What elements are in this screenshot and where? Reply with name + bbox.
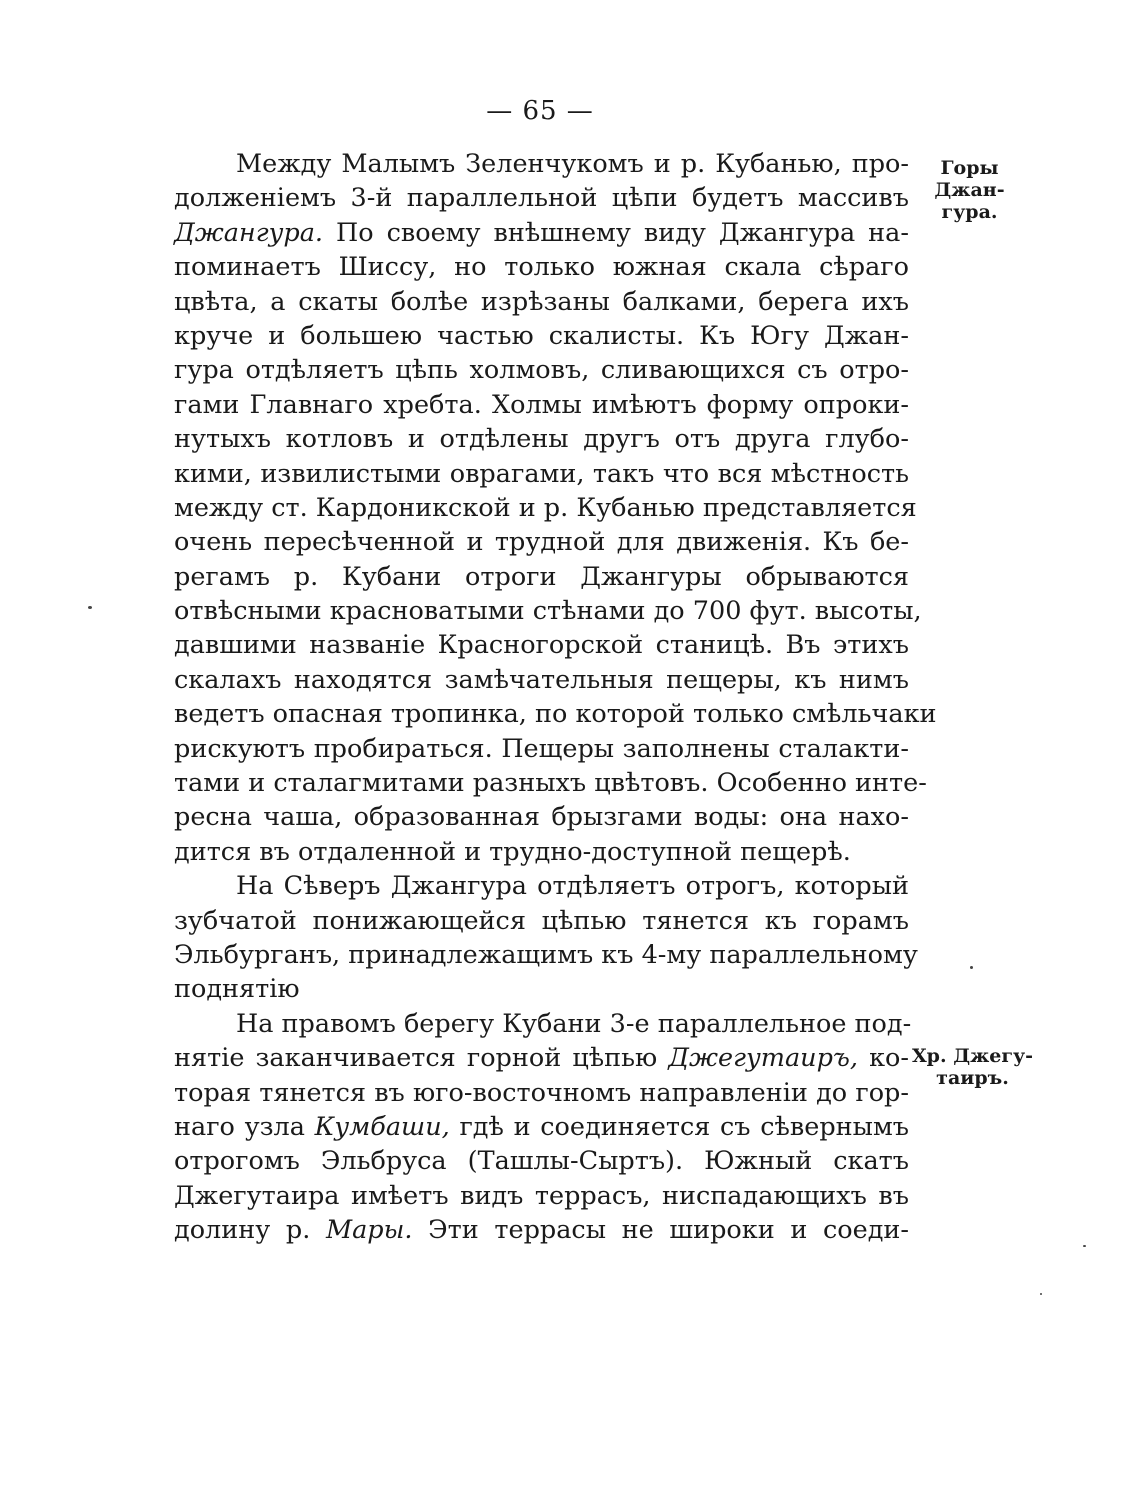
italic-word: Джегутаиръ, — [668, 1043, 858, 1074]
margin-note-line: Хр. Джегу- — [911, 1045, 1034, 1067]
text-line: между ст. Кардоникской и р. Кубанью представляется — [174, 492, 917, 523]
text-line: ресна чаша, образованная брызгами воды: она нахо- — [174, 802, 909, 833]
text-line: На правомъ берегу Кубани 3-е параллельное под- — [236, 1008, 912, 1039]
italic-word: Джангура. — [174, 217, 324, 248]
text-line: кими, извилистыми оврагами, такъ что вся мѣстность — [174, 458, 909, 489]
body-text — [174, 147, 937, 1248]
text-line: поминаетъ Шиссу, но только южная скала сѣраго — [174, 252, 909, 283]
text-line: гура отдѣляетъ цѣпь холмовъ, сливающихся съ отро- — [174, 355, 909, 386]
text-line: скалахъ находятся замѣчательныя пещеры, къ нимъ — [174, 664, 909, 695]
text-line: нутыхъ котловъ и отдѣлены другъ отъ друга глубо- — [174, 424, 909, 455]
text-line: Между Малымъ Зеленчукомъ и р. Кубанью, про- — [236, 149, 909, 179]
text-line: рискуютъ пробираться. Пещеры заполнены сталакти- — [174, 733, 909, 764]
italic-word: Кумбаши, — [314, 1111, 450, 1142]
text-line-italic-start: Джангура. По своему внѣшнему виду Джангура на- — [174, 217, 909, 248]
text-line: цвѣта, а скаты болѣе изрѣзаны балками, берега ихъ — [174, 286, 909, 317]
text-line-with-italic: долину р. Мары. Эти террасы не широки и соеди- — [174, 1215, 910, 1246]
text-line: Эльбурганъ, принадлежащимъ къ 4-му параллельному — [174, 939, 918, 970]
scan-speck — [970, 966, 973, 969]
text-line: регамъ р. Кубани отроги Джангуры обрываются — [174, 561, 909, 592]
text-line-with-italic: наго узла Кумбаши, гдѣ и соединяется съ сѣвернымъ — [174, 1111, 910, 1142]
text-line: давшими названіе Красногорской станицѣ. Въ этихъ — [174, 630, 909, 661]
text-line-with-italic: нятіе заканчивается горной цѣпью Джегутаиръ, ко- — [174, 1043, 909, 1074]
text-line: круче и большею частью скалисты. Къ Югу Джан- — [174, 320, 909, 351]
page-number: — 65 — — [486, 96, 594, 126]
text-line: тами и сталагмитами разныхъ цвѣтовъ. Особенно инте- — [174, 768, 927, 799]
text-line: очень пересѣченной и трудной для движенія. Къ бе- — [174, 527, 909, 558]
margin-note-line: таиръ. — [936, 1067, 1009, 1089]
text-line: ведетъ опасная тропинка, по которой только смѣльчаки — [174, 699, 937, 730]
margin-note-line: Горы Джан- — [934, 157, 1005, 201]
margin-note-dzhangura — [907, 157, 1032, 223]
text-line: поднятію — [174, 974, 300, 1005]
italic-word: Мары. — [325, 1215, 413, 1246]
text-line: долженіемъ 3-й параллельной цѣпи будетъ массивъ — [174, 183, 909, 214]
text-line: зубчатой понижающейся цѣпью тянется къ горамъ — [174, 905, 909, 936]
scan-speck — [88, 606, 92, 609]
scan-speck — [1083, 1245, 1086, 1247]
text-line: гами Главнаго хребта. Холмы имѣютъ форму опроки- — [174, 389, 909, 420]
margin-note-dzhegutair — [910, 1045, 1035, 1089]
text-line: отрогомъ Эльбруса (Ташлы-Сыртъ). Южный скатъ — [174, 1146, 909, 1177]
text-line: дится въ отдаленной и трудно-доступной пещерѣ. — [174, 836, 851, 867]
scan-speck — [1040, 1293, 1042, 1295]
margin-note-line: гура. — [941, 201, 998, 223]
text-line: торая тянется въ юго-восточномъ направленіи до гор- — [174, 1077, 909, 1108]
text-line: На Сѣверъ Джангура отдѣляетъ отрогъ, который — [236, 871, 909, 902]
text-line: Джегутаира имѣетъ видъ террасъ, ниспадающихъ въ — [174, 1180, 909, 1211]
text-line: отвѣсными красноватыми стѣнами до 700 фут. высоты, — [174, 596, 922, 627]
